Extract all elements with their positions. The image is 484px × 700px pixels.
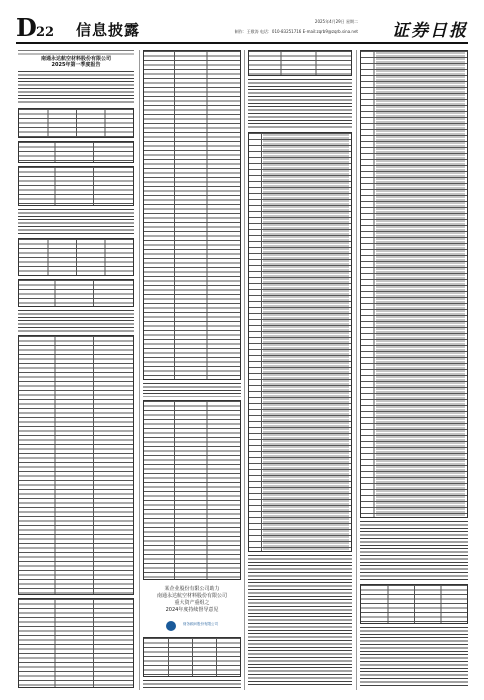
section-letter: D — [16, 13, 37, 42]
section-number: 22 — [36, 25, 55, 40]
advisor-logo-text: 财务顾问股份有限公司 — [183, 622, 219, 626]
column-divider — [356, 50, 357, 690]
sponsor-line-4: 2024年度持续督导意见 — [165, 607, 219, 613]
shareholder-notice-text — [18, 209, 134, 235]
section-title: 信息披露 — [76, 21, 141, 39]
newspaper-masthead: 证券日报 — [392, 21, 468, 41]
commitments-table — [248, 132, 352, 552]
advisor-logo-icon — [166, 621, 176, 631]
conclusion-text — [360, 627, 468, 687]
non-recurring-items-table — [18, 141, 134, 163]
supervision-table — [248, 50, 352, 76]
column-4 — [360, 50, 468, 690]
opinion-text — [248, 79, 352, 129]
shareholders-table — [18, 238, 134, 276]
key-financial-data-table — [18, 108, 134, 138]
report-title: 2025年第一季度报告 — [51, 62, 101, 68]
changes-explanation-table — [18, 166, 134, 206]
disclosure-text — [143, 680, 241, 690]
column-divider — [139, 50, 140, 690]
parent-company-table — [143, 400, 241, 580]
balance-sheet-table — [18, 335, 134, 595]
column-3 — [248, 50, 352, 690]
sponsor-notice — [143, 580, 241, 637]
commitments-text — [248, 555, 352, 685]
notice-text — [18, 71, 134, 105]
cash-flow-table — [143, 50, 241, 380]
issue-date: 2025年4月29日 星期二 — [314, 19, 358, 24]
company-name: 南通永达航空材料股份有限公司 — [40, 56, 111, 62]
top-shareholders-table — [18, 279, 134, 307]
column-2 — [143, 50, 241, 690]
editor-contact: 制作：王敬涛 电话：010-83251716 E-mail:zqrb9@zqrb.sina.net — [234, 29, 358, 34]
sponsor-line-2: 南通永达航空材料股份有限公司 — [156, 593, 227, 599]
income-statement-table — [18, 598, 134, 688]
column-divider — [244, 50, 245, 690]
column-1 — [18, 50, 134, 690]
sponsor-line-3: 重大资产重组之 — [174, 600, 210, 606]
performance-text — [360, 521, 468, 581]
other-matters-text — [18, 310, 134, 332]
sponsor-line-1: 某企业股份有限公司助力 — [164, 586, 220, 592]
performance-table — [360, 584, 468, 624]
commitments-table-continued — [360, 50, 468, 518]
statement-note-text — [143, 383, 241, 397]
page-header — [16, 14, 468, 44]
disclosure-table — [143, 637, 241, 677]
